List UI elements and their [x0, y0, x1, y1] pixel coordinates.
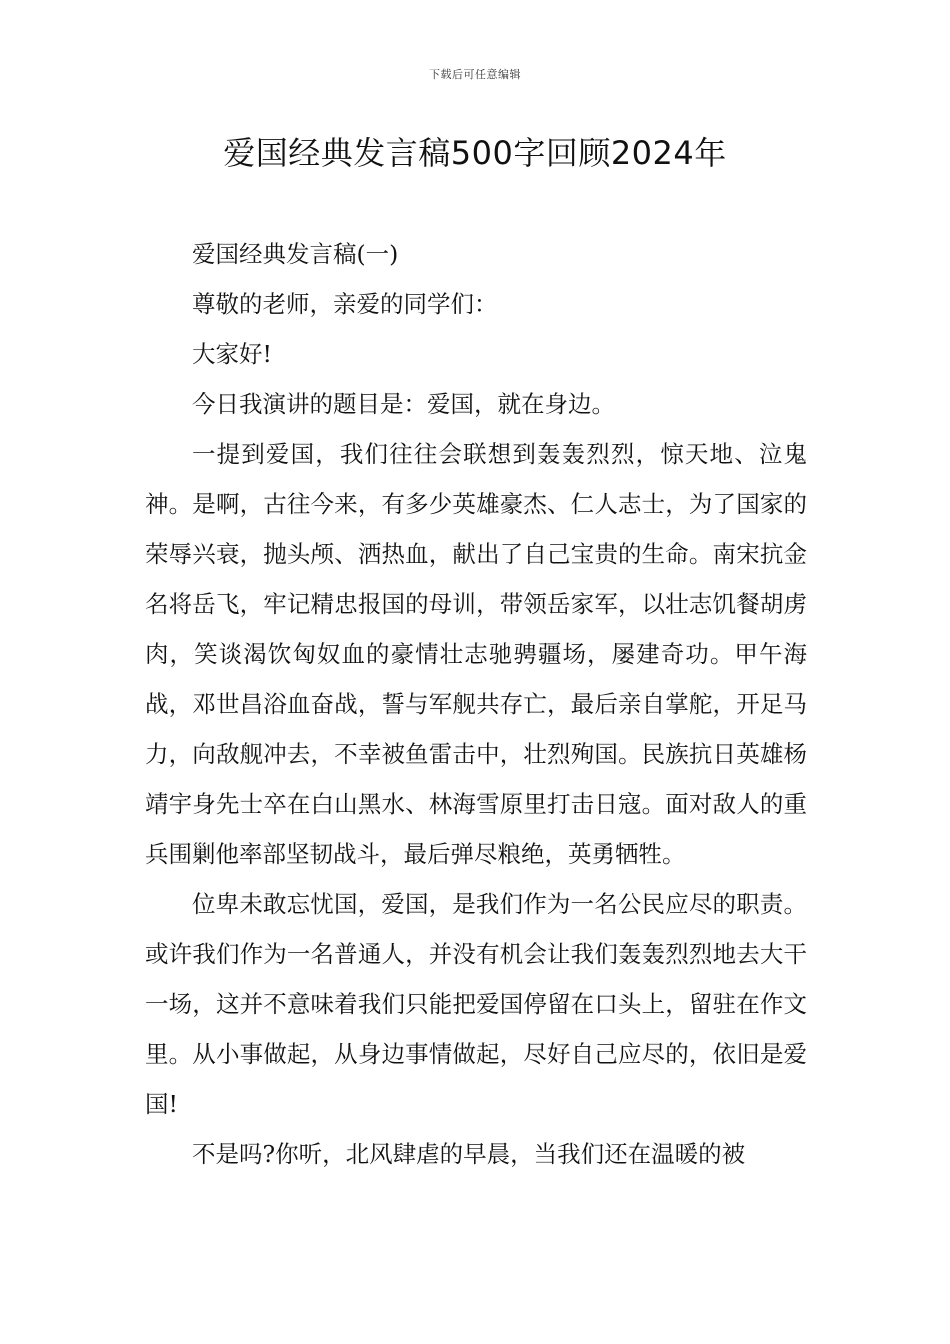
paragraph-topic: 今日我演讲的题目是：爱国，就在身边。 [192, 390, 615, 418]
paragraph-duty: 位卑未敢忘忧国，爱国，是我们作为一名公民应尽的职责。或许我们作为一名普通人，并没有机会让我们轰轰烈烈地去大干一场，这并不意味着我们只能把爱国停留在口头上，留驻在作文里。从小事做起，从身边事情做起，尽好自己应尽的，依旧是爱国! [145, 890, 807, 1118]
paragraph-heroes: 一提到爱国，我们往往会联想到轰轰烈烈，惊天地、泣鬼神。是啊，古往今来，有多少英雄豪杰、仁人志士，为了国家的荣辱兴衰，抛头颅、洒热血，献出了自己宝贵的生命。南宋抗金名将岳飞，牢记精忠报国的母训，带领岳家军，以壮志饥餐胡虏肉，笑谈渴饮匈奴血的豪情壮志驰骋疆场，屡建奇功。甲午海战，邓世昌浴血奋战，誓与军舰共存亡，最后亲自掌舵，开足马力，向敌舰冲去，不幸被鱼雷击中，壮烈殉国。民族抗日英雄杨靖宇身先士卒在白山黑水、林海雪原里打击日寇。面对敌人的重兵围剿他率部坚韧战斗，最后弹尽粮绝，英勇牺牲。 [145, 440, 807, 868]
paragraph-continuation: 不是吗?你听，北风肆虐的早晨，当我们还在温暖的被 [192, 1140, 746, 1168]
document-title: 爱国经典发言稿500字回顾2024年 [223, 134, 727, 172]
paragraph-section-heading: 爱国经典发言稿(一) [192, 240, 399, 268]
paragraph-greeting: 大家好! [192, 340, 272, 368]
header-note: 下载后可任意编辑 [429, 68, 521, 81]
document-body [145, 229, 807, 1179]
paragraph-salutation: 尊敬的老师，亲爱的同学们： [192, 290, 498, 318]
